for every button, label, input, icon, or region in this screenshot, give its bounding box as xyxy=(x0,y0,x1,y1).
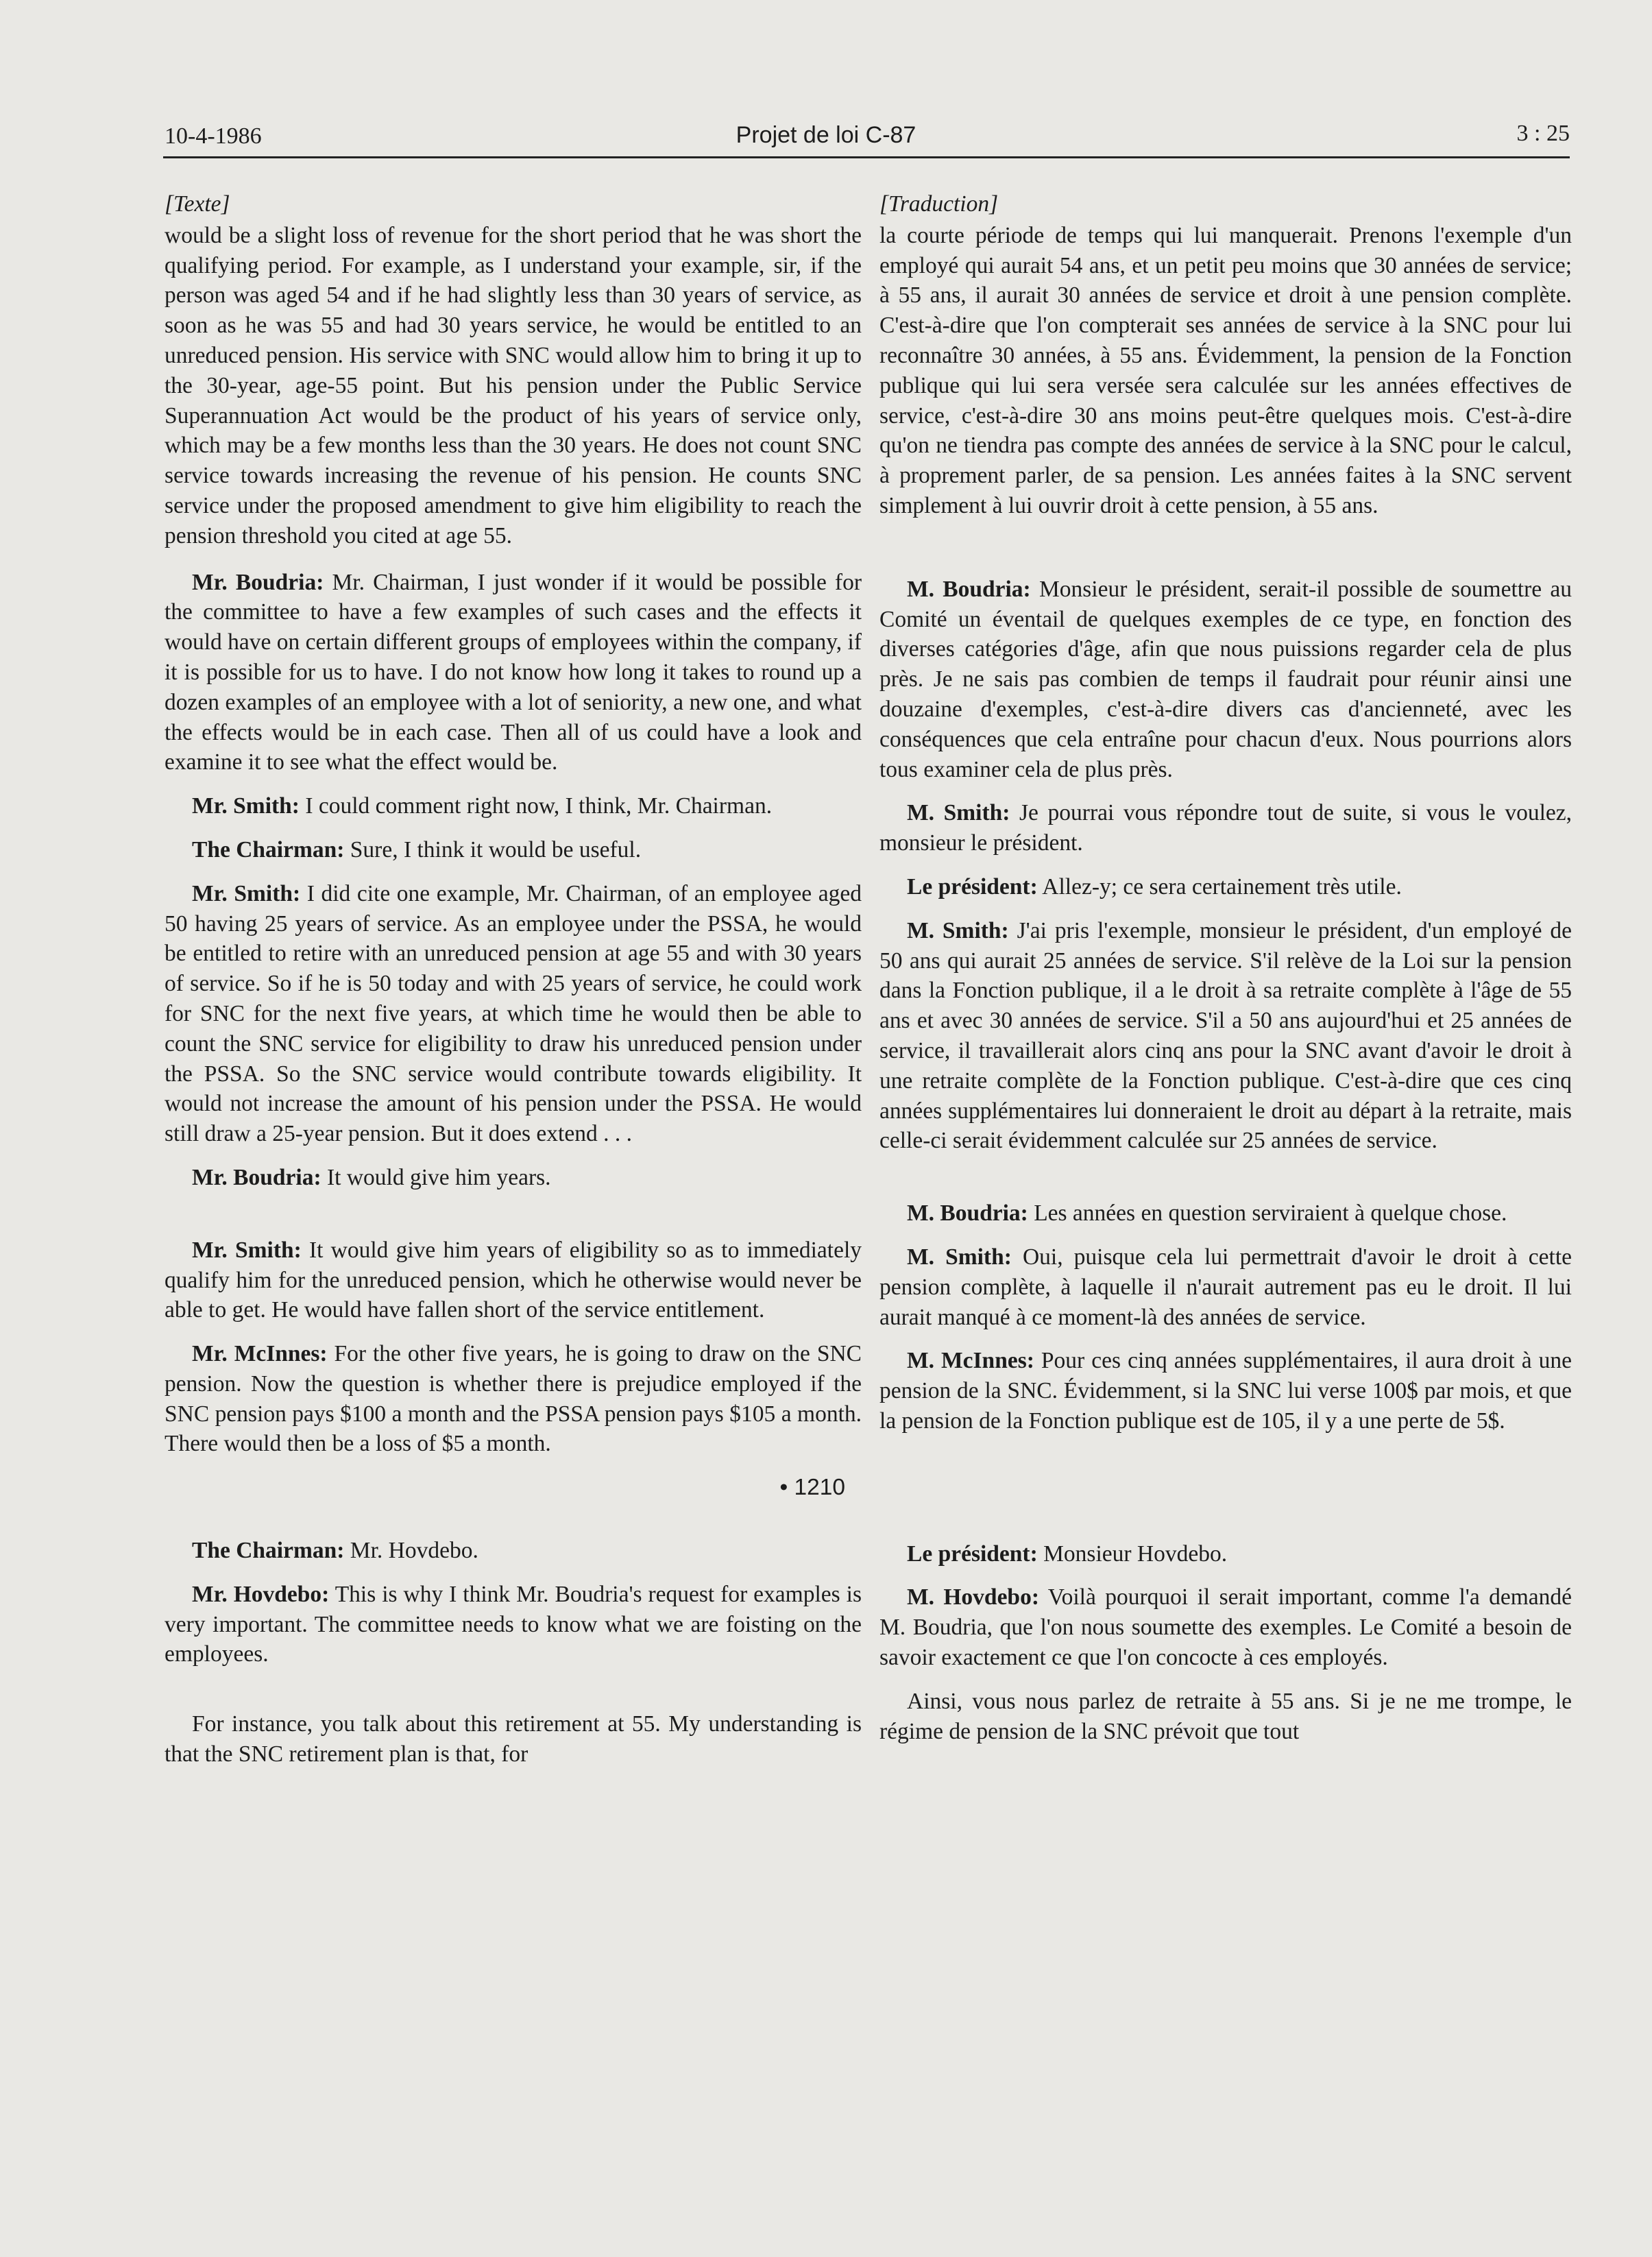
header-page-number: 3 : 25 xyxy=(1516,121,1570,146)
time-marker: • 1210 xyxy=(779,1475,845,1501)
speaker: M. Hovdebo: xyxy=(907,1584,1039,1610)
speech: M. Boudria: Monsieur le président, serait-il possible de soumettre au Comité un éventail de quelques exemples de ce type, en fonction des diverses catégories d'âge, afin que nous puissions regarder cela de plus près. Je ne sais pas combien de temps il faudrait pour réunir ainsi une douzaine d'exemples, c'est-à-dire divers cas d'ancienneté, avec les conséquences que cela entraîne pour chacun d'eux. Nous pourrions alors tous examiner cela de plus près. xyxy=(879,576,1572,782)
speaker: The Chairman: xyxy=(192,836,345,862)
speaker: M. Boudria: xyxy=(907,1200,1028,1227)
speech: M. Hovdebo: Voilà pourquoi il serait important, comme l'a demandé M. Boudria, que l'on nous soumette des exemples. Le Comité a besoin de savoir exactement ce que l'on concocte à ces employés. xyxy=(879,1584,1572,1671)
speaker: Mr. Boudria: xyxy=(192,569,324,595)
english-column xyxy=(165,189,862,1783)
speech: Mr. Smith: I could comment right now, I think, Mr. Chairman. xyxy=(192,793,773,819)
column-tag: [Texte] xyxy=(165,191,230,217)
speaker: Le président: xyxy=(907,1541,1038,1567)
speaker: Mr. Boudria: xyxy=(192,1164,321,1190)
speech: Mr. Smith: It would give him years of eligibility so as to immediately qualify him for the unreduced pension, which he otherwise would never be able to get. He would have fallen short of the service entitlement. xyxy=(165,1237,862,1323)
speaker: Mr. Smith: xyxy=(192,880,301,906)
french-column xyxy=(879,189,1572,1760)
speaker: Mr. Smith: xyxy=(192,793,300,819)
speech: Le président: Allez-y; ce sera certainement très utile. xyxy=(907,873,1402,900)
speech: M. Smith: J'ai pris l'exemple, monsieur le président, d'un employé de 50 ans qui aurait 25 années de service. S'il relève de la Loi sur la pension dans la Fonction publique, il a le droit à sa retraite complète à l'âge de 55 ans et avec 30 années de service. S'il a 50 ans aujourd'hui et 25 années de service, il travaillerait alors cinq ans pour la SNC avant d'avoir le droit à une retraite complète de la Fonction publique. C'est-à-dire que ces cinq années supplémentaires lui donneraient le droit au départ à la retraite, mais celle-ci serait évidemment calculée sur 25 années de service. xyxy=(879,917,1572,1154)
paragraph: Ainsi, vous nous parlez de retraite à 55 ans. Si je ne me trompe, le régime de pension de la SNC prévoit que tout xyxy=(879,1688,1572,1744)
speech: Le président: Monsieur Hovdebo. xyxy=(907,1541,1228,1567)
speaker: Mr. Smith: xyxy=(192,1237,302,1263)
header-date: 10-4-1986 xyxy=(165,123,262,149)
speaker: M. Smith: xyxy=(907,1244,1012,1270)
paragraph: would be a slight loss of revenue for the short period that he was short the qualifying period. For example, as I understand your example, sir, if the person was aged 54 and if he had slightly less than 30 years of service, as soon as he was 55 and had 30 years service, he would be entitled to an unreduced pension. His service with SNC would allow him to bring it up to the 30-year, age-55 point. But his pension under the Public Service Superannuation Act would be the product of his years of service only, which may be a few months less than the 30 years. He does not count SNC service towards increasing the revenue of his pension. He counts SNC service under the proposed amendment to give him eligibility to reach the pension threshold you cited at age 55. xyxy=(165,222,862,548)
header-rule xyxy=(163,156,1570,158)
paragraph: For instance, you talk about this retirement at 55. My understanding is that the SNC retirement plan is that, for xyxy=(165,1711,862,1767)
speaker: M. Smith: xyxy=(907,917,1009,943)
speaker: M. Smith: xyxy=(907,800,1010,826)
header-title: Projet de loi C-87 xyxy=(736,122,916,148)
speech: Mr. Boudria: It would give him years. xyxy=(192,1164,551,1190)
speech: M. Smith: Je pourrai vous répondre tout de suite, si vous le voulez, monsieur le président. xyxy=(879,800,1572,856)
speech: Mr. Hovdebo: This is why I think Mr. Boudria's request for examples is very important. The committee needs to know what we are foisting on the employees. xyxy=(165,1581,862,1667)
speech: The Chairman: Sure, I think it would be useful. xyxy=(192,836,642,862)
paragraph: la courte période de temps qui lui manquerait. Prenons l'exemple d'un employé qui aurait 54 ans, et un petit peu moins que 30 années de service; à 55 ans, il aurait 30 années de service et droit à une pension complète. C'est-à-dire que l'on compterait ses années de service à la SNC pour lui reconnaître 30 années, à 55 ans. Évidemment, la pension de la Fonction publique qui lui sera versée sera calculée sur les années effectives de service, c'est-à-dire 30 ans moins peut-être quelques mois. C'est-à-dire qu'on ne tiendra pas compte des années de service à la SNC pour le calcul, à proprement parler, de sa pension. Les années faites à la SNC servent simplement à lui ouvrir droit à cette pension, à 55 ans. xyxy=(879,222,1572,518)
speaker: M. McInnes: xyxy=(907,1348,1034,1374)
speech: Mr. Smith: I did cite one example, Mr. Chairman, of an employee aged 50 having 25 years of service. As an employee under the PSSA, he would be entitled to retire with an unreduced pension at age 55 and with 30 years of service. So if he is 50 today and with 25 years of service, he could work for SNC for the next five years, at which time he would then be able to count the SNC service for eligibility to draw his unreduced pension under the PSSA. So the SNC service would contribute towards eligibility. It would not increase the amount of his pension under the PSSA. He would still draw a 25-year pension. But it does extend . . . xyxy=(165,880,862,1147)
speech: M. Smith: Oui, puisque cela lui permettrait d'avoir le droit à cette pension complète, à laquelle il n'aurait autrement pas eu le droit. Il lui aurait manqué à ce moment-là des années de service. xyxy=(879,1244,1572,1330)
speech: The Chairman: Mr. Hovdebo. xyxy=(192,1538,478,1564)
speaker: Mr. Hovdebo: xyxy=(192,1581,330,1607)
speech: M. McInnes: Pour ces cinq années supplémentaires, il aura droit à une pension de la SNC. Évidemment, si la SNC lui verse 100$ par mois, et que la pension de la Fonction publique est de 105, il y a une perte de 5$. xyxy=(879,1348,1572,1434)
speaker: M. Boudria: xyxy=(907,576,1031,602)
speaker: Mr. McInnes: xyxy=(192,1341,328,1367)
speech: Mr. Boudria: Mr. Chairman, I just wonder if it would be possible for the committee to have a few examples of such cases and the effects it would have on certain different groups of employees within the company, if it is possible for us to have. I do not know how long it takes to round up a dozen examples of an employee with a lot of seniority, a new one, and what the effects would be in each case. Then all of us could have a look and examine it to see what the effect would be. xyxy=(165,569,862,775)
speech: Mr. McInnes: For the other five years, he is going to draw on the SNC pension. Now the question is whether there is prejudice employed if the SNC pension pays $100 a month and the PSSA pension pays $105 a month. There would then be a loss of $5 a month. xyxy=(165,1341,862,1457)
speaker: Le président: xyxy=(907,873,1038,900)
column-tag: [Traduction] xyxy=(879,191,999,217)
speech: M. Boudria: Les années en question serviraient à quelque chose. xyxy=(907,1200,1507,1227)
speaker: The Chairman: xyxy=(192,1538,345,1564)
